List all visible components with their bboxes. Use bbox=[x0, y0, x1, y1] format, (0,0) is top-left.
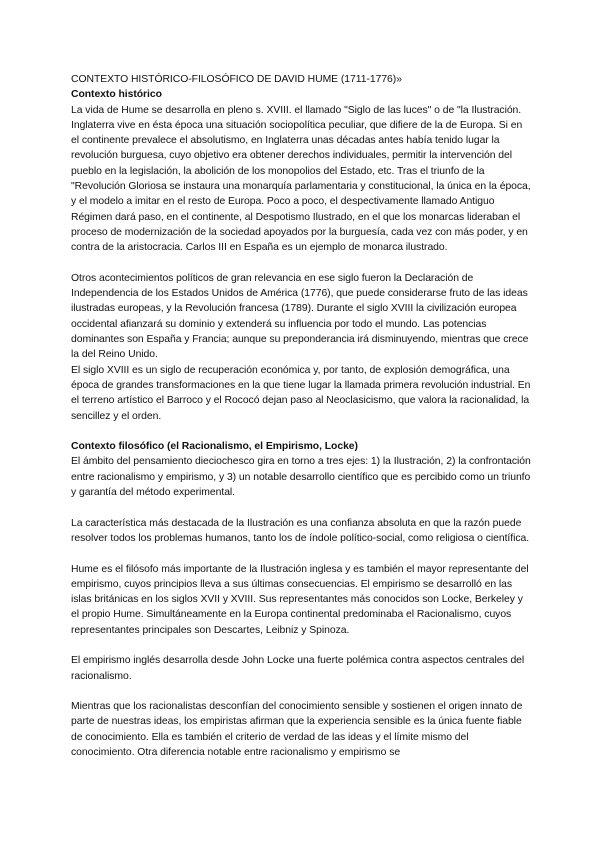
paragraph-philosophical-4: El empirismo inglés desarrolla desde John Locke una fuerte polémica contra aspectos centrales del racionalismo. bbox=[71, 655, 525, 682]
paragraph-philosophical-3: Hume es el filósofo más importante de la Ilustración inglesa y es también el mayor representante del empirismo, cuyos principios lleva a sus últimas consecuencias. El empirismo se desarrolló en las islas británicas en los siglos XVII y XVIII. Sus representantes más conocidos son Locke, Berkeley y el propio Hume. Simultáneamente en la Europa continental predominaba el Racionalismo, cuyos representantes principales son Descartes, Leibniz y Spinoza. bbox=[71, 563, 529, 636]
document-page bbox=[71, 72, 531, 760]
paragraph-philosophical-2: La característica más destacada de la Ilustración es una confianza absoluta en que la razón puede resolver todos los problemas humanos, tanto los de índole político-social, como religiosa o científica. bbox=[71, 517, 530, 544]
paragraph-philosophical-5: Mientras que los racionalistas desconfían del conocimiento sensible y sostienen el origen innato de parte de nuestras ideas, los empiristas afirman que la experiencia sensible es la única fuente fiable de conocimiento. Ella es también el criterio de verdad de las ideas y el límite mismo del conocimiento. Otra diferencia notable entre racionalismo y empirismo se bbox=[71, 701, 523, 759]
paragraph-historical-2: Otros acontecimientos políticos de gran relevancia en ese siglo fueron la Declaración de Independencia de los Estados Unidos de América (1776), que puede considerarse fruto de las ideas ilustradas europeas, y la Revolución francesa (1789). Durante el siglo XVIII la civilización europea occidental afianzará su dominio y extenderá su influencia por todo el mundo. Las potencias dominantes son España y Francia; aunque su preponderancia irá disminuyendo, mientras que crece la del Reino Unido. bbox=[71, 272, 529, 361]
paragraph-philosophical-1: El ámbito del pensamiento dieciochesco gira en torno a tres ejes: 1) la Ilustración, 2) la confrontación entre racionalismo y empirismo, y 3) un notable desarrollo científico que es percibido como un triunfo y garantía del método experimental. bbox=[71, 456, 531, 499]
section-heading-philosophical: Contexto filosófico (el Racionalismo, el Empirismo, Locke) bbox=[71, 441, 358, 453]
paragraph-historical-3: El siglo XVIII es un siglo de recuperación económica y, por tanto, de explosión demográfica, una época de grandes transformaciones en la que tiene lugar la llamada primera revolución industrial. En el terreno artístico el Barroco y el Rococó dejan paso al Neoclasicismo, que valora la racionalidad, la sencillez y el orden. bbox=[71, 364, 531, 422]
section-heading-historical: Contexto histórico bbox=[71, 89, 162, 101]
document-title: CONTEXTO HISTÓRICO-FILOSÓFICO DE DAVID HUME (1711-1776)» bbox=[71, 74, 402, 85]
paragraph-historical-1: La vida de Hume se desarrolla en pleno s. XVIII. el llamado "Siglo de las luces" o de "la Ilustración. Inglaterra vive en ésta época una situación sociopolítica peculiar, que difiere de la de Europa. Si en el continente prevalece el absolutismo, en Inglaterra unas décadas antes había tenido lugar la revolución burguesa, cuyo objetivo era obtener derechos individuales, permitir la intervención del pueblo en la legislación, la abolición de los monopolios del Estado, etc. Tras el triunfo de la "Revolución Gloriosa se instaura una monarquía parlamentaria y constitucional, la única en la época, y el modelo a imitar en el resto de Europa. Poco a poco, el despectivamente llamado Antiguo Régimen dará paso, en el continente, al Despotismo Ilustrado, en el que los monarcas lideraban el proceso de modernización de la sociedad apoyados por la burguesía, cada vez con más poder, y en contra de la aristocracia. Carlos III en España es un ejemplo de monarca ilustrado. bbox=[71, 104, 531, 254]
